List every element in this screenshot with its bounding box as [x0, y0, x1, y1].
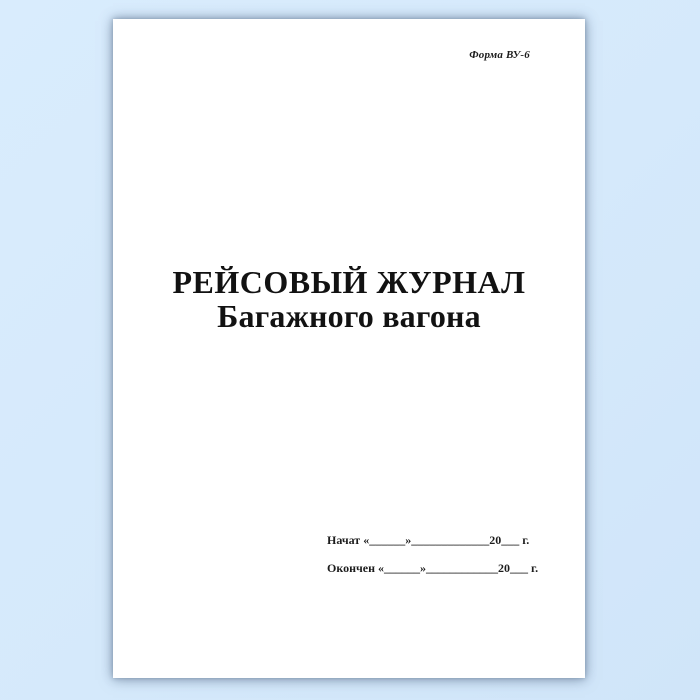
- journal-cover-page: [113, 19, 585, 678]
- title-block: [113, 264, 585, 332]
- journal-title: РЕЙСОВЫЙ ЖУРНАЛ: [172, 264, 526, 300]
- date-fill-block: [327, 533, 538, 576]
- form-code-label: Форма ВУ-6: [469, 49, 530, 61]
- journal-subtitle: Багажного вагона: [217, 298, 481, 334]
- finished-date-line: Окончен «______»____________20___ г.: [327, 561, 539, 575]
- started-date-line: Начат «______»_____________20___ г.: [327, 533, 530, 547]
